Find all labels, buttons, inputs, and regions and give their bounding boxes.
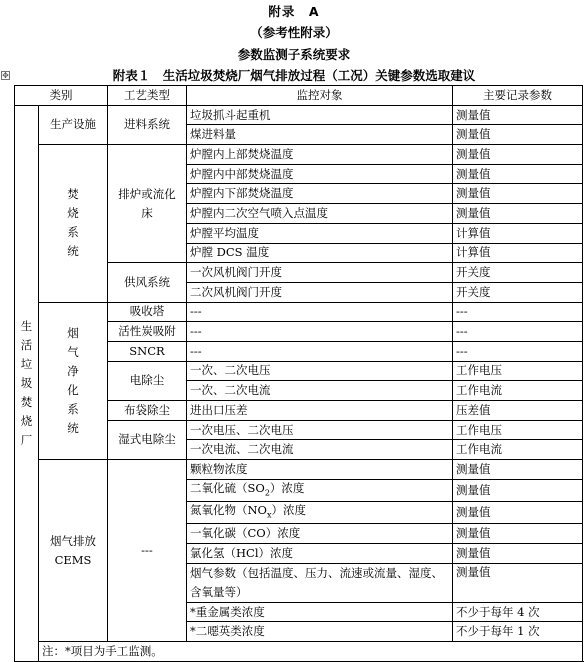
header-process: 工艺类型: [108, 86, 187, 106]
table-note-row: [15, 642, 583, 662]
table-row: [15, 302, 583, 322]
monitor-cell: 烟气参数（包括温度、压力、流速或流量、湿度、含氧量等）: [187, 563, 453, 602]
air-supply-process-cell: 供风系统: [108, 263, 187, 302]
appendix-nature: （参考性附录）: [250, 25, 338, 40]
production-category-cell: 生产设施: [39, 105, 108, 144]
monitor-cell: [187, 479, 453, 501]
monitor-cell: 炉膛内上部焚烧温度: [187, 145, 453, 165]
plant-category-cell: 生活垃圾焚烧厂: [15, 105, 39, 661]
record-cell: 工作电压: [453, 361, 583, 381]
header-monitor: 监控对象: [187, 86, 453, 106]
record-cell: 测量值: [453, 184, 583, 204]
monitor-cell: 炉膛 DCS 温度: [187, 243, 453, 263]
monitor-cell: ---: [187, 322, 453, 342]
monitor-cell: 炉膛内下部焚烧温度: [187, 184, 453, 204]
record-cell: 测量值: [453, 460, 583, 480]
record-cell: 开关度: [453, 282, 583, 302]
monitor-cell: 一次电压、二次电压: [187, 420, 453, 440]
table-row: [15, 105, 583, 125]
nox-label-tail: ）浓度: [271, 503, 307, 518]
header-record: 主要记录参数: [453, 86, 583, 106]
record-cell: 开关度: [453, 263, 583, 283]
monitor-cell: 进出口压差: [187, 401, 453, 421]
feeding-process-cell: 进料系统: [108, 105, 187, 144]
record-cell: 测量值: [453, 105, 583, 125]
monitor-cell: 垃圾抓斗起重机: [187, 105, 453, 125]
monitor-cell: 一次、二次电压: [187, 361, 453, 381]
record-cell: 测量值: [453, 125, 583, 145]
record-cell: 测量值: [453, 502, 583, 524]
record-cell: 测量值: [453, 204, 583, 224]
monitor-cell: 氯化氢（HCl）浓度: [187, 544, 453, 564]
monitor-cell: 煤进料量: [187, 125, 453, 145]
monitor-cell: 二次风机阀门开度: [187, 282, 453, 302]
record-cell: 测量值: [453, 524, 583, 544]
absorber-process-cell: 吸收塔: [108, 302, 187, 322]
wesp-process-cell: 湿式电除尘: [108, 420, 187, 459]
record-cell: 压差值: [453, 401, 583, 421]
monitor-cell: *二噁英类浓度: [187, 622, 453, 642]
record-cell: 不少于每年 4 次: [453, 602, 583, 622]
record-cell: ---: [453, 302, 583, 322]
nox-subscript: x: [267, 510, 272, 520]
header-category: 类别: [15, 86, 108, 106]
nox-label: 氮氧化物（NO: [190, 503, 267, 518]
record-cell: 计算值: [453, 223, 583, 243]
furnace-process-cell: 排炉或流化床: [108, 145, 187, 263]
record-cell: 不少于每年 1 次: [453, 622, 583, 642]
table-note: 注：*项目为手工监测。: [39, 642, 583, 662]
cems-process-cell: ---: [108, 460, 187, 642]
monitor-cell: ---: [187, 341, 453, 361]
record-cell: 测量值: [453, 164, 583, 184]
record-cell: 测量值: [453, 563, 583, 602]
so2-label-tail: ）浓度: [269, 480, 305, 495]
monitor-cell: 一次、二次电流: [187, 381, 453, 401]
record-cell: 测量值: [453, 145, 583, 165]
section-title: 参数监测子系统要求: [237, 47, 351, 62]
appendix-heading: 附录 A: [268, 4, 320, 19]
cems-category-cell: 烟气排放CEMS: [39, 460, 108, 642]
table-move-handle-icon[interactable]: ✥: [2, 71, 9, 80]
record-cell: 计算值: [453, 243, 583, 263]
carbon-process-cell: 活性炭吸附: [108, 322, 187, 342]
monitor-cell: 炉膛内中部焚烧温度: [187, 164, 453, 184]
purification-category-cell: 烟气净化系统: [39, 302, 108, 460]
monitor-cell: 一次电流、二次电流: [187, 440, 453, 460]
record-cell: 测量值: [453, 544, 583, 564]
monitor-cell: 炉膛平均温度: [187, 223, 453, 243]
sncr-process-cell: SNCR: [108, 341, 187, 361]
table-row: [15, 460, 583, 480]
table-caption: 附表１ 生活垃圾焚烧厂烟气排放过程（工况）关键参数选取建议: [112, 68, 476, 83]
monitor-cell: 一氧化碳（CO）浓度: [187, 524, 453, 544]
so2-subscript: 2: [264, 488, 270, 498]
record-cell: 工作电流: [453, 440, 583, 460]
record-cell: 工作电流: [453, 381, 583, 401]
monitor-cell: [187, 502, 453, 524]
table-header-row: [15, 86, 583, 106]
monitor-cell: 颗粒物浓度: [187, 460, 453, 480]
monitor-cell: 炉膛内二次空气喷入点温度: [187, 204, 453, 224]
monitor-cell: ---: [187, 302, 453, 322]
baghouse-process-cell: 布袋除尘: [108, 401, 187, 421]
record-cell: 测量值: [453, 479, 583, 501]
monitor-cell: 一次风机阀门开度: [187, 263, 453, 283]
table-row: [15, 145, 583, 165]
record-cell: ---: [453, 322, 583, 342]
parameter-table: [14, 85, 583, 662]
incineration-category-cell: 焚烧系统: [39, 145, 108, 303]
monitor-cell: *重金属类浓度: [187, 602, 453, 622]
record-cell: 工作电压: [453, 420, 583, 440]
record-cell: ---: [453, 341, 583, 361]
so2-label: 二氧化硫（SO: [190, 480, 265, 495]
esp-process-cell: 电除尘: [108, 361, 187, 400]
